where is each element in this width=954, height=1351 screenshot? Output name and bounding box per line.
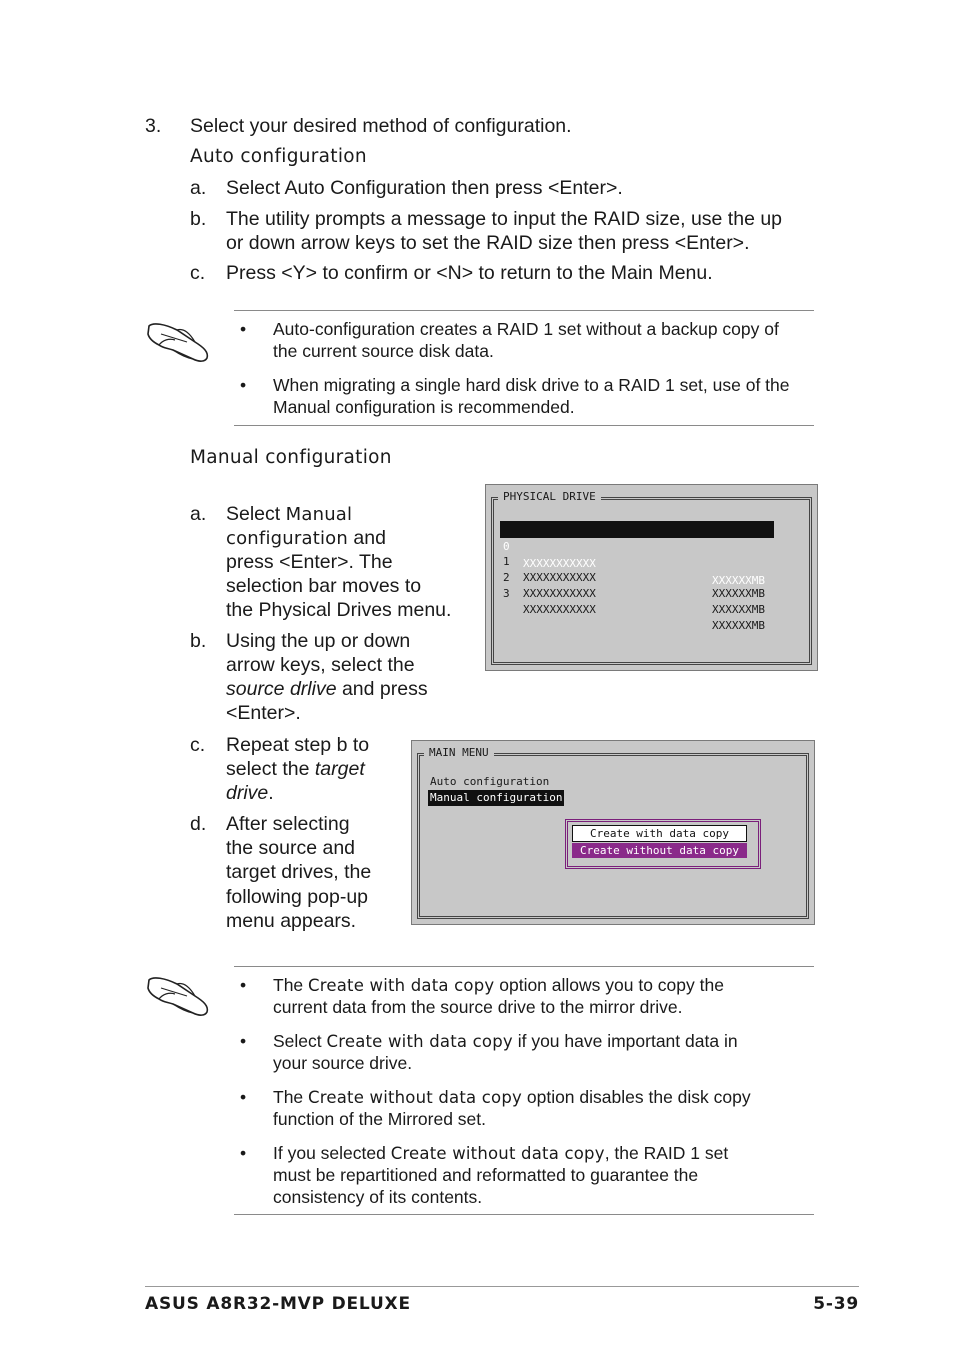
menu-item-auto-configuration[interactable]: Auto configuration [430, 775, 550, 788]
manual-item-a-line5: the Physical Drives menu. [226, 599, 452, 621]
drive-row-1-size: XXXXXXMB [712, 587, 765, 600]
note2-bottom-rule [234, 1214, 814, 1215]
note1-bottom-rule [234, 425, 814, 426]
footer-rule [145, 1286, 859, 1287]
drive-row-0[interactable] [500, 521, 774, 587]
menu-item-manual-configuration[interactable]: Manual configuration [430, 791, 563, 804]
manual-item-b-italic: source drlive [226, 678, 337, 700]
note1-top-rule [234, 310, 814, 311]
drive-row-1-index: 1 [503, 555, 510, 568]
manual-config-heading: Manual configuration [190, 447, 392, 468]
manual-item-c-line1: Repeat step b to [226, 734, 370, 756]
note2-b3-hl: Create without data copy [308, 1088, 522, 1107]
main-menu-screen [411, 740, 815, 925]
drive-row-0-size: XXXXXXMB [712, 574, 765, 587]
note2-b4-post: , the RAID 1 set [604, 1143, 729, 1163]
auto-item-b-line1: The utility prompts a message to input the RAID size, use the up [226, 208, 783, 230]
auto-item-b-line2: or down arrow keys to set the RAID size then press <Enter>. [226, 232, 750, 254]
note2-b1-pre: The [273, 975, 309, 995]
copy-option-popup [565, 819, 761, 869]
note2-top-rule [234, 966, 814, 967]
manual-item-c-italic1: target [314, 758, 365, 780]
manual-item-a-pre: Select [226, 503, 286, 525]
hand-note-icon [143, 966, 213, 1018]
note2-b2-hl: Create with data copy [326, 1032, 513, 1051]
drive-row-3-name: XXXXXXXXXXX [523, 603, 596, 616]
manual-item-b-mark: b. [190, 630, 207, 652]
option-create-without-data-copy[interactable]: Create without data copy [572, 843, 747, 858]
note2-bullet4-line2: must be repartitioned and reformatted to guarantee the [273, 1165, 699, 1185]
note2-bullet4-line1 [273, 1142, 728, 1165]
manual-item-b-line2: arrow keys, select the [226, 654, 415, 676]
note2-bullet1-line1 [273, 974, 724, 997]
drive-row-3[interactable] [500, 570, 774, 632]
note2-b1-post: option allows you to copy the [494, 975, 724, 995]
manual-item-b-line4: <Enter>. [226, 702, 301, 724]
drive-row-2[interactable] [500, 554, 774, 616]
note2-bullet1-line2: current data from the source drive to the mirror drive. [273, 997, 683, 1017]
manual-item-b-line3 [226, 677, 428, 702]
manual-item-c-line2 [226, 757, 365, 782]
manual-item-d-mark: d. [190, 813, 207, 835]
manual-item-a-line1 [226, 502, 352, 528]
auto-item-a-mark: a. [190, 177, 207, 199]
option-create-with-data-copy[interactable]: Create with data copy [572, 825, 747, 842]
note2-bullet3-line2: function of the Mirrored set. [273, 1109, 487, 1129]
bullet: • [240, 1031, 247, 1051]
drive-row-1-name: XXXXXXXXXXX [523, 571, 596, 584]
note2-bullet2-line2: your source drive. [273, 1053, 413, 1073]
note2-b3-pre: The [273, 1087, 309, 1107]
note2-b1-hl: Create with data copy [308, 976, 495, 995]
auto-config-heading: Auto configuration [190, 146, 367, 167]
note1-bullet1-line1: Auto-configuration creates a RAID 1 set without a backup copy of [273, 319, 779, 339]
auto-item-c-text: Press <Y> to confirm or <N> to return to the Main Menu. [226, 262, 713, 284]
note2-bullet3-line1 [273, 1086, 751, 1109]
manual-item-a-post2: and [348, 527, 386, 549]
bullet: • [240, 1087, 247, 1107]
manual-item-a-hl1: Manual [285, 504, 353, 525]
footer-product-name: ASUS A8R32-MVP DELUXE [145, 1294, 411, 1314]
step-text: Select your desired method of configuration. [190, 115, 572, 137]
drive-row-2-index: 2 [503, 571, 510, 584]
manual-item-a-line4: selection bar moves to [226, 575, 422, 597]
manual-item-d-line5: menu appears. [226, 910, 357, 932]
auto-item-b-mark: b. [190, 208, 207, 230]
note1-bullet2-line1: When migrating a single hard disk drive to a RAID 1 set, use of the [273, 375, 790, 395]
note2-b4-hl: Create without data copy [390, 1144, 605, 1163]
manual-item-c-line3 [226, 781, 274, 806]
manual-item-a-mark: a. [190, 503, 207, 525]
bullet: • [240, 975, 247, 995]
drive-row-2-size: XXXXXXMB [712, 603, 765, 616]
note2-b3-post: option disables the disk copy [522, 1087, 751, 1107]
note1-bullet2-line2: Manual configuration is recommended. [273, 397, 575, 417]
drive-row-0-name: XXXXXXXXXXX [523, 557, 596, 570]
manual-item-a-line3: press <Enter>. The [226, 551, 393, 573]
physical-drive-screen [485, 484, 818, 671]
bullet: • [240, 375, 247, 395]
manual-item-b-line1: Using the up or down [226, 630, 411, 652]
bullet: • [240, 319, 247, 339]
note1-bullet1-line2: the current source disk data. [273, 341, 494, 361]
manual-item-c-italic2: drive [226, 782, 269, 804]
hand-note-icon [143, 312, 213, 364]
manual-item-c-line3-post: . [268, 782, 274, 804]
step-number: 3. [145, 115, 162, 137]
bullet: • [240, 1143, 247, 1163]
manual-item-a-line2 [226, 526, 386, 552]
auto-item-a-text: Select Auto Configuration then press <Enter>. [226, 177, 623, 199]
note2-b2-pre: Select [273, 1031, 327, 1051]
manual-item-b-line3-post: and press [336, 678, 428, 700]
manual-item-d-line4: following pop-up [226, 886, 369, 908]
physical-drive-title: PHYSICAL DRIVE [498, 490, 601, 503]
note2-bullet4-line3: consistency of its contents. [273, 1187, 483, 1207]
drive-row-1[interactable] [500, 538, 774, 600]
manual-item-c-line2-pre: select the [226, 758, 315, 780]
note2-b2-post: if you have important data in [512, 1031, 738, 1051]
manual-item-d-line3: target drives, the [226, 861, 372, 883]
drive-row-2-name: XXXXXXXXXXX [523, 587, 596, 600]
manual-item-a-hl2: configuration [226, 528, 348, 549]
drive-row-3-size: XXXXXXMB [712, 619, 765, 632]
drive-row-3-index: 3 [503, 587, 510, 600]
drive-row-0-index: 0 [503, 540, 510, 553]
note2-b4-pre: If you selected [273, 1143, 391, 1163]
note2-bullet2-line1 [273, 1030, 738, 1053]
manual-item-d-line2: the source and [226, 837, 356, 859]
auto-item-c-mark: c. [190, 262, 206, 284]
manual-item-c-mark: c. [190, 734, 206, 756]
footer-page-number: 5-39 [813, 1294, 859, 1314]
main-menu-title: MAIN MENU [424, 746, 494, 759]
manual-item-d-line1: After selecting [226, 813, 350, 835]
